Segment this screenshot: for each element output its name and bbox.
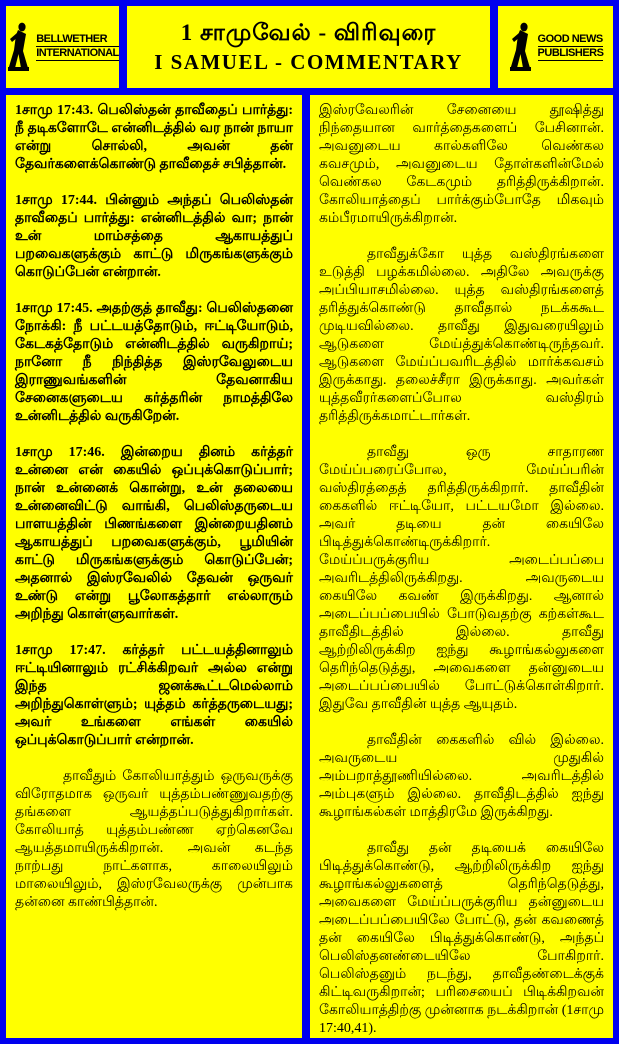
commentary-paragraph: இஸ்ரவேலரின் சேனையை தூஷித்து நிந்தையான வார்த்தைகளைப் பேசினான். அவனுடைய கால்களிலே வெண்கல கவசமும், அவனுடைய தோள்களின்மேல் வெண்கல கேடகமும் தரித்திருக்கிறான். கோலியாத்தைப் பார்க்கும்போதே மிகவும் கம்பீரமாயிருக்கிறான். [319,103,604,226]
verse-paragraph: 1சாமு 17:47. கர்த்தர் பட்டயத்தினாலும் ஈட்டியினாலும் ரட்சிக்கிறவர் அல்ல என்று இந்த ஜனக்கூட்டமெல்லாம் அறிந்துகொள்ளும்; யுத்தம் கர்த்தருடையது; அவர் உங்களை எங்கள் கையில் ஒப்புக்கொடுப்பார் என்றான். [15,643,293,748]
right-column [310,95,613,1038]
commentary-paragraph: தாவீது தன் தடியைக் கையிலே பிடித்துக்கொண்டு, ஆற்றிலிருக்கிற ஐந்து கூழாங்கல்லுகளைத் தெரிந்தெடுத்து, அவைகளை மேய்ப்பருக்குரிய தன்னுடைய அடைப்பப்பையிலே போட்டு, தன் கவணைத் தன் கையிலே பிடித்துக்கொண்டு, அந்தப் பெலிஸ்தனண்டையிலே போகிறார். பெலிஸ்தனும் நடந்து, தாவீதண்டைக்குக் கிட்டிவருகிறான்; பரிசையைப் பிடிக்கிறவன் கோலியாத்திற்கு முன்னாக நடக்கிறான் (1சாமு 17:40,41). [319,841,604,1036]
good-news-logo-line2: PUBLISHERS [537,47,604,59]
bellwether-logo [6,6,119,88]
commentary-paragraph: தாவீதும் கோலியாத்தும் ஒருவருக்கு விரோதமாக ஒருவர் யுத்தம்பண்ணுவதற்கு தங்களை ஆயத்தப்படுத்துகிறார்கள். கோலியாத் யுத்தம்பண்ண ஏற்கெனவே ஆயத்தமாயிருக்கிறான். அவன் கடந்த நாற்பது நாட்களாக, காலையிலும் மாலையிலும், இஸ்ரவேலருக்கு முன்பாக தன்னை காண்பித்தான். [15,769,293,910]
title-english: I SAMUEL - COMMENTARY [154,50,463,74]
commentary-paragraph: தாவீது ஒரு சாதாரண மேய்ப்பரைப்போல, மேய்ப்பரின் வஸ்திரத்தைத் தரித்திருக்கிறார். தாவீதின் கைகளில் ஈட்டியோ, பட்டயமோ இல்லை. அவர் தடியை தன் கையிலே பிடித்துக்கொண்டிருக்கிறார். மேய்ப்பருக்குரிய அடைப்பப்பை அவரிடத்திலிருக்கிறது. அவருடைய கையிலே கவண் இருக்கிறது. ஆனால் அடைப்பப்பையில் போடுவதற்கு கற்கள்கூட தாவீதிடத்தில் இல்லை. தாவீது ஆற்றிலிருக்கிற ஐந்து கூழாங்கல்லுகளை தெரிந்தெடுத்து, அவைகளை தன்னுடைய அடைப்பப்பையில் போட்டுக்கொள்கிறார். இதுவே தாவீதின் யுத்த ஆயுதம். [319,445,604,712]
left-column [6,95,302,1038]
good-news-logo-line1: GOOD NEWS [537,33,603,45]
bellwether-logo-line2: INTERNATIONAL [36,47,119,59]
bellwether-figure-icon [6,21,32,73]
good-news-publishers-logo [498,6,613,88]
bellwether-logo-text [36,33,119,61]
verse-paragraph: 1சாமு 17:45. அதற்குத் தாவீது: பெலிஸ்தனை நோக்கி: நீ பட்டயத்தோடும், ஈட்டியோடும், கேடகத்தோடும் என்னிடத்தில் வருகிறாய்; நானோ நீ நிந்தித்த இஸ்ரவேலுடைய இராணுவங்களின் தேவனாகிய சேனைகளுடைய கர்த்தரின் நாமத்திலே உன்னிடத்தில் வருகிறேன். [15,301,293,424]
good-news-logo-text [538,33,604,61]
bellwether-logo-line1: BELLWETHER [36,33,119,47]
verse-paragraph: 1சாமு 17:43. பெலிஸ்தன் தாவீதைப் பார்த்து: நீ தடிகளோடே என்னிடத்தில் வர நான் நாயா என்று சொல்லி, அவன் தன் தேவர்களைக்கொண்டு தாவீதைச் சபித்தான். [15,103,293,172]
commentary-paragraph: தாவீதுக்கோ யுத்த வஸ்திரங்களை உடுத்தி பழக்கமில்லை. அதிலே அவருக்கு அப்பியாசமில்லை. யுத்த வஸ்திரங்களைத் தரித்துக்கொண்டு தாவீதால் நடக்ககூட முடியவில்லை. தாவீது இதுவரையிலும் ஆடுகளை மேய்த்துக்கொண்டிருந்தவர். ஆடுகளை மேய்ப்பவரிடத்தில் மார்க்கவசம் இருக்காது. தலைச்சீரா இருக்காது. அவர்கள் யுத்தவீரர்களைப்போல வஸ்திரம் தரித்திருக்கமாட்டார்கள். [319,247,604,424]
verse-paragraph: 1சாமு 17:44. பின்னும் அந்தப் பெலிஸ்தன் தாவீதைப் பார்த்து: என்னிடத்தில் வா; நான் உன் மாம்சத்தை ஆகாயத்துப் பறவைகளுக்கும் காட்டு மிருகங்களுக்கும் கொடுப்பேன் என்றான். [15,193,293,280]
verse-paragraph: 1சாமு 17:46. இன்றைய தினம் கர்த்தர் உன்னை என் கையில் ஒப்புக்கொடுப்பார்; நான் உன்னைக் கொன்று, உன் தலையை உன்னைவிட்டு வாங்கி, பெலிஸ்தருடைய பாளயத்தின் பிணங்களை இன்றையதினம் ஆகாயத்துப் பறவைகளுக்கும், பூமியின் காட்டு மிருகங்களுக்கும் கொடுப்பேன்; அதனால் இஸ்ரவேலில் தேவன் ஒருவர் உண்டு என்று பூலோகத்தார் எல்லாரும் அறிந்து கொள்ளுவார்கள். [15,445,293,622]
publisher-figure-icon [508,21,534,73]
title-tamil: 1 சாமுவேல் - விரிவுரை [180,20,437,45]
commentary-paragraph: தாவீதின் கைகளில் வில் இல்லை. அவருடைய முதுகில் அம்பறாத்தூணியில்லை. அவரிடத்தில் அம்புகளும் இல்லை. தாவீதிடத்தில் ஐந்து கூழாங்கல்கள் மாத்திரமே இருக்கிறது. [319,733,604,820]
title-box [127,6,490,88]
